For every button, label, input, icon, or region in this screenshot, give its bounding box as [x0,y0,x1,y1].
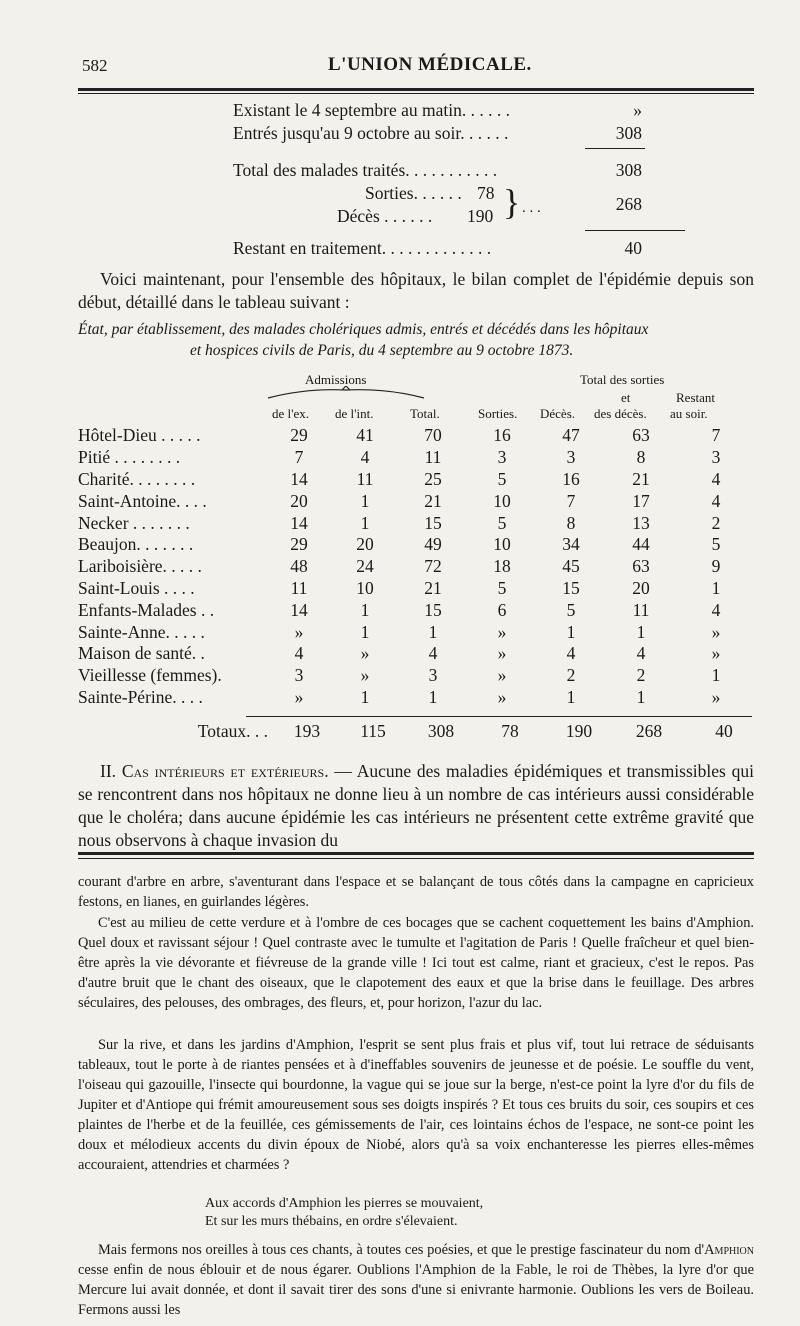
hospital-name: Saint-Louis . . . . [78,577,195,598]
table-cell: 1 [428,621,438,642]
ledger-sorties-value: 78 [477,183,495,203]
table-cell: 1 [428,686,438,707]
table-cell: 8 [566,512,576,533]
ledger-existant-value: » [633,100,642,120]
hospital-name: Beaujon. . . . . . . [78,534,194,555]
ledger-sorties-label: Sorties. . . . . . [365,183,462,203]
table-cell: 9 [711,556,721,577]
table-row [78,621,754,643]
table-row [78,490,754,512]
table-cell: 4 [711,599,721,620]
table-row [78,556,754,578]
ledger-rule-2 [585,230,685,231]
ledger-deces-value: 190 [467,206,494,226]
table-row [78,665,754,687]
table-cell: 2 [566,665,576,686]
table-cell: 11 [632,599,650,620]
et-header: et [621,390,631,405]
section-heading-number: II. [100,761,117,781]
table-row [78,687,754,709]
feuilleton-p4-start: Mais fermons nos oreilles à tous ces chants, à toutes ces poésies, et que le prestige fascinateur du nom d' [98,1242,705,1258]
hospital-name: Sainte-Périne. . . . [78,686,203,707]
table-cell: 1 [360,621,370,642]
table-cell: 47 [562,425,580,446]
table-cell: 14 [290,468,308,489]
table-cell: 21 [424,490,442,511]
totals-table [78,721,762,743]
totals-cell: 40 [715,721,733,742]
totals-rule [246,716,752,717]
table-cell: 20 [290,490,308,511]
table-cell: » [360,665,370,686]
table-cell: » [711,621,721,642]
table-cell: 17 [632,490,650,511]
totals-row [78,721,762,743]
table-cell: 3 [428,665,438,686]
table-cell: 34 [562,534,580,555]
verse-line-2: Et sur les murs thébains, en ordre s'élevaient. [205,1214,458,1229]
feuilleton-p3: Sur la rive, et dans les jardins d'Amphion, l'esprit se sent plus frais et plus vif, tout lui retrace de séduisants tableaux, tout le porte à de riantes pensées et à d'ineffables souvenirs de jeunesse et de poésie. Le souffle du vent, l'oiseau qui gazouille, l'insecte qui bourdonne, la vague qui se joue sur la berge, n'est-ce point la lyre d'or du fils de Jupiter et d'Antiope qui frémit amoureusement sous ses doigts inspirés ? Et tous ces bruits du soir, ces soupirs et ces plaintes de l'herbe et de la feuillée, ces gémissements de l'air, ces lointains échos de l'espace, ne sont-ce point les doux et mélodieux accents du divin époux de Niobé, alors qu'à sa voix enchanteresse les pierres elles-mêmes accouraient, attendries et charmées ? [78,1037,754,1173]
ledger-deces-label: Décès . . . . . . [337,206,433,226]
ledger-brace-value: 268 [615,194,642,214]
table-cell: 10 [493,534,511,555]
totals-cell: 115 [360,721,386,742]
table-row [78,512,754,534]
table-cell: » [497,686,507,707]
table-cell: 4 [566,643,576,664]
table-cell: 6 [497,599,507,620]
table-cell: 45 [562,556,580,577]
feuilleton-p1: courant d'arbre en arbre, s'aventurant dans l'espace et se balançant de tous côtés dans la campagne en capricieux festons, en lianes, en guirlandes légères. [78,874,754,910]
table-row [78,643,754,665]
table-cell: » [360,643,370,664]
totals-cell: 268 [635,721,663,742]
feuilleton-p4-name: Amphion [704,1242,754,1258]
feuilleton-p4 [78,1240,754,1320]
table-row [78,425,754,447]
table-cell: 63 [632,556,650,577]
ledger-brace-icon: } [503,182,521,222]
table-cell: 41 [356,425,374,446]
table-cell: 70 [424,425,442,446]
table-row [78,534,754,556]
totals-cell: 308 [427,721,455,742]
table-row [78,578,754,600]
table-cell: 15 [424,599,442,620]
table-cell: 8 [636,447,646,468]
table-cell: 4 [294,643,304,664]
col-header-deces: Décès. [540,406,576,421]
table-cell: 10 [493,490,511,511]
hospital-name: Vieillesse (femmes). [78,665,222,686]
hospital-name: Sainte-Anne. . . . . [78,621,205,642]
totals-cell: 190 [565,721,593,742]
table-cell: 11 [290,577,308,598]
table-cell: 1 [360,599,370,620]
table-cell: 3 [566,447,576,468]
ledger-entres-label: Entrés jusqu'au 9 octobre au soir. . . . . . [233,123,509,143]
table-cell: 15 [562,577,580,598]
verse-line-1: Aux accords d'Amphion les pierres se mouvaient, [205,1196,484,1211]
table-cell: 1 [566,621,576,642]
table-cell: 5 [711,534,721,555]
table-cell: 5 [497,468,507,489]
section-heading: Cas intérieurs et extérieurs. [121,761,329,781]
table-row [78,599,754,621]
table-cell: 24 [356,556,374,577]
table-cell: 72 [424,556,442,577]
table-cell: 21 [424,577,442,598]
feuilleton-rule-bottom [78,858,754,859]
table-cell: 29 [290,534,308,555]
totals-label: Totaux. . . [197,721,268,742]
col-header-ext: de l'ex. [272,406,309,421]
admissions-brace-icon [266,386,426,400]
hospital-name: Necker . . . . . . . [78,512,190,533]
ledger-existant-label: Existant le 4 septembre au matin. . . . . . [233,100,511,120]
header-rule-thin [78,93,754,94]
section-text: — Aucune des maladies épidémiques et transmissibles qui se rencontrent dans nos hôpitaux ne donne lieu à un nombre de cas intérieurs aussi considérable que le choléra; dans aucune épidémie les cas intérieurs ne présentent cette extrême gravité que nous observons à chaque invasion du [78,761,754,850]
table-cell: 7 [566,490,576,511]
page-number: 582 [82,56,108,75]
hospital-table [78,425,754,708]
ledger-restant-value: 40 [624,238,642,258]
ledger-brace-dots: . . . [522,200,541,216]
col-header-au-soir: au soir. [670,406,708,421]
hospital-table-body [78,425,754,708]
hospital-name: Charité. . . . . . . . [78,468,196,489]
table-cell: 25 [424,468,442,489]
hospital-name: Hôtel-Dieu . . . . . [78,425,201,446]
feuilleton-p2: C'est au milieu de cette verdure et à l'ombre de ces bocages que se cachent coquettement les bains d'Amphion. Quel doux et ravissant séjour ! Quel contraste avec le tumulte et l'agitation de Paris ! Quelle fraîcheur et quel bien-être après la vie dévorante et fiévreuse de la grande ville ! Ici tout est calme, riant et gracieux, c'est le repos. Pas d'autre bruit que le chant des oiseaux, que le clapotement des eaux et que la brise dans le feuillage. Des arbres séculaires, des pelouses, des ombrages, des fleurs, et, pour horizon, l'azur du lac. [78,915,754,1011]
hospital-name: Enfants-Malades . . [78,599,215,620]
table-cell: 3 [497,447,507,468]
table-cell: 16 [493,425,511,446]
section-ii-paragraph [78,760,754,852]
table-cell: 4 [711,490,721,511]
table-cell: 16 [562,468,580,489]
table-row [78,469,754,491]
table-cell: 2 [711,512,721,533]
ledger-total-value: 308 [615,160,642,180]
hospital-name: Maison de santé. . [78,643,205,664]
table-cell: » [711,643,721,664]
table-cell: 1 [360,512,370,533]
table-cell: 1 [360,490,370,511]
table-cell: » [294,621,304,642]
journal-title: L'UNION MÉDICALE. [328,54,532,75]
table-caption-line-1: État, par établissement, des malades cholériques admis, entrés et décédés dans les hôpitaux [78,321,649,338]
table-cell: 44 [632,534,650,555]
ledger-restant-label: Restant en traitement. . . . . . . . . . . . . [233,238,492,258]
ledger-total-label: Total des malades traités. . . . . . . . . . . [233,160,498,180]
hospital-name: Pitié . . . . . . . . [78,447,181,468]
group-total-header: Total des sorties [580,372,665,387]
table-cell: 4 [636,643,646,664]
restant-header: Restant [676,390,715,405]
table-cell: 1 [360,686,370,707]
group-admissions-header: Admissions [305,372,367,387]
intro-paragraph: Voici maintenant, pour l'ensemble des hôpitaux, le bilan complet de l'épidémie depuis son début, détaillé dans le tableau suivant : [78,269,754,312]
feuilleton-p4-end: cesse enfin de nous éblouir et de nous égarer. Oublions l'Amphion de la Fable, le roi de Thèbes, la lyre d'or que Mercure lui avait donnée, et dont il savait tirer des sons d'une si enivrante harmonie. Oublions les vers de Boileau. Fermons aussi les [78,1262,754,1318]
table-cell: 5 [566,599,576,620]
page-header [78,50,754,84]
table-cell: 5 [497,577,507,598]
table-cell: 3 [294,665,304,686]
hospital-name: Lariboisière. . . . . [78,556,202,577]
table-cell: 18 [493,556,511,577]
table-cell: » [497,643,507,664]
table-cell: 15 [424,512,442,533]
ledger-entres-value: 308 [615,123,642,143]
totals-cell: 78 [501,721,519,742]
table-cell: 4 [711,468,721,489]
table-cell: 4 [428,643,438,664]
ledger-rule-1 [585,148,645,149]
header-rule [78,88,754,91]
table-cell: 2 [636,665,646,686]
table-cell: 11 [424,447,442,468]
table-cell: 7 [711,425,721,446]
table-cell: 14 [290,512,308,533]
table-cell: 1 [636,686,646,707]
table-cell: » [711,686,721,707]
table-cell: 29 [290,425,308,446]
table-cell: 13 [632,512,650,533]
col-header-int: de l'int. [335,406,374,421]
hospital-name: Saint-Antoine. . . . [78,490,207,511]
table-cell: 14 [290,599,308,620]
feuilleton-rule-top [78,852,754,855]
table-cell: 1 [711,577,721,598]
table-cell: 3 [711,447,721,468]
table-cell: 5 [497,512,507,533]
table-cell: 7 [294,447,304,468]
col-header-des-deces: des décès. [594,406,647,421]
table-cell: 21 [632,468,650,489]
col-header-total: Total. [410,406,440,421]
table-cell: 48 [290,556,308,577]
col-header-sorties: Sorties. [478,406,518,421]
table-cell: » [294,686,304,707]
totals-cell: 193 [293,721,321,742]
table-cell: 1 [636,621,646,642]
table-cell: 10 [356,577,374,598]
table-cell: 20 [356,534,374,555]
table-cell: 63 [632,425,650,446]
table-cell: 4 [360,447,370,468]
table-cell: » [497,665,507,686]
table-cell: 49 [424,534,442,555]
table-cell: 20 [632,577,650,598]
table-caption-line-2: et hospices civils de Paris, du 4 septembre au 9 octobre 1873. [190,342,574,359]
table-cell: 1 [566,686,576,707]
table-cell: 1 [711,665,721,686]
table-cell: 11 [356,468,374,489]
table-row [78,447,754,469]
table-cell: » [497,621,507,642]
